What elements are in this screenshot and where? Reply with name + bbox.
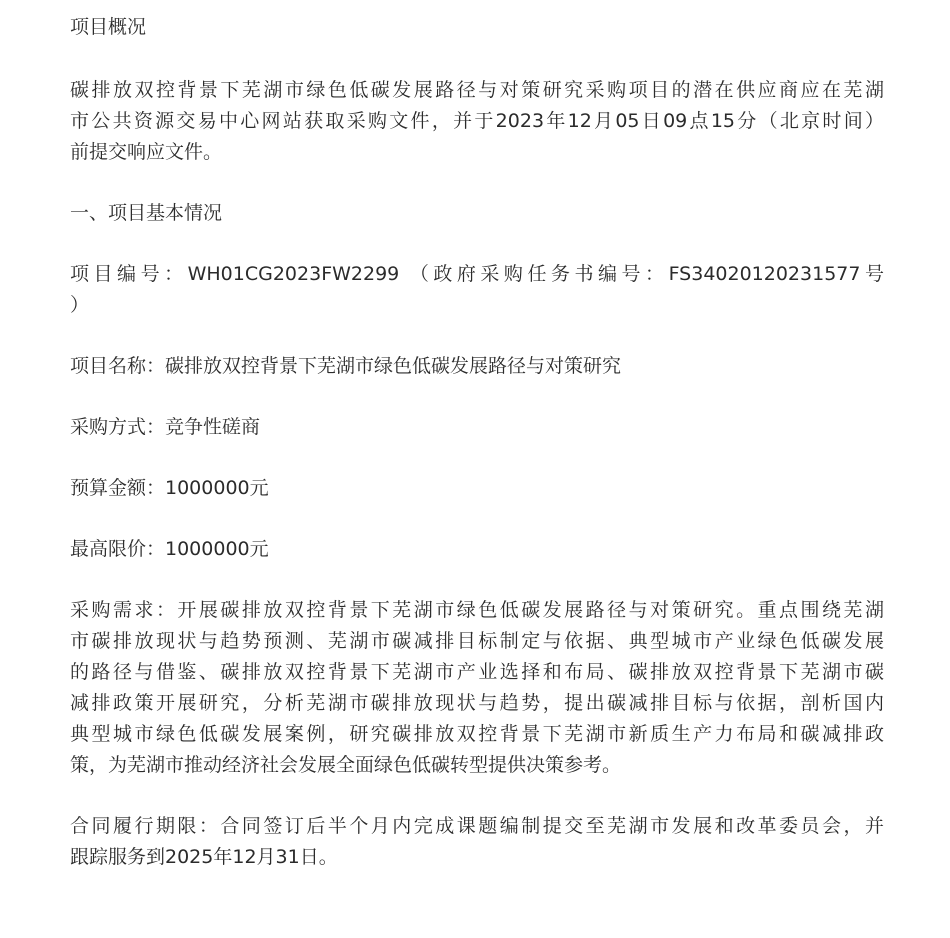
budget-amount: 预算金额：1000000元 bbox=[70, 477, 269, 499]
document-page bbox=[70, 12, 884, 873]
overview-heading: 项目概况 bbox=[70, 16, 147, 38]
intro-line-3: 前提交响应文件。 bbox=[70, 141, 223, 163]
requirements-line-2: 市碳排放现状与趋势预测、芜湖市碳减排目标制定与依据、典型城市产业绿色低碳发展 bbox=[70, 630, 884, 652]
max-price: 最高限价：1000000元 bbox=[70, 538, 269, 560]
intro-line-2: 市公共资源交易中心网站获取采购文件，并于2023年12月05日09点15分（北京时间） bbox=[70, 110, 884, 132]
contract-period-line-2: 跟踪服务到2025年12月31日。 bbox=[70, 846, 338, 868]
requirements-line-3: 的路径与借鉴、碳排放双控背景下芜湖市产业选择和布局、碳排放双控背景下芜湖市碳 bbox=[70, 661, 884, 683]
project-number bbox=[70, 259, 884, 321]
project-name: 项目名称：碳排放双控背景下芜湖市绿色低碳发展路径与对策研究 bbox=[70, 355, 622, 377]
intro-paragraph bbox=[70, 75, 884, 168]
contract-period-line-1: 合同履行期限：合同签订后半个月内完成课题编制提交至芜湖市发展和改革委员会，并 bbox=[70, 815, 884, 837]
requirements-line-1: 采购需求：开展碳排放双控背景下芜湖市绿色低碳发展路径与对策研究。重点围绕芜湖 bbox=[70, 599, 884, 621]
section-heading: 一、项目基本情况 bbox=[70, 202, 223, 224]
project-number-line-1: 项目编号：WH01CG2023FW2299 （政府采购任务书编号：FS34020120231577号 bbox=[70, 263, 884, 285]
intro-line-1: 碳排放双控背景下芜湖市绿色低碳发展路径与对策研究采购项目的潜在供应商应在芜湖 bbox=[70, 79, 884, 101]
requirements-line-5: 典型城市绿色低碳发展案例，研究碳排放双控背景下芜湖市新质生产力布局和碳减排政 bbox=[70, 723, 884, 745]
contract-period bbox=[70, 811, 884, 873]
project-number-line-2: ） bbox=[70, 294, 90, 316]
requirements-line-6: 策，为芜湖市推动经济社会发展全面绿色低碳转型提供决策参考。 bbox=[70, 754, 622, 776]
procurement-method: 采购方式：竞争性磋商 bbox=[70, 416, 261, 438]
requirements-line-4: 减排政策开展研究，分析芜湖市碳排放现状与趋势，提出碳减排目标与依据，剖析国内 bbox=[70, 692, 884, 714]
requirements-paragraph bbox=[70, 595, 884, 781]
